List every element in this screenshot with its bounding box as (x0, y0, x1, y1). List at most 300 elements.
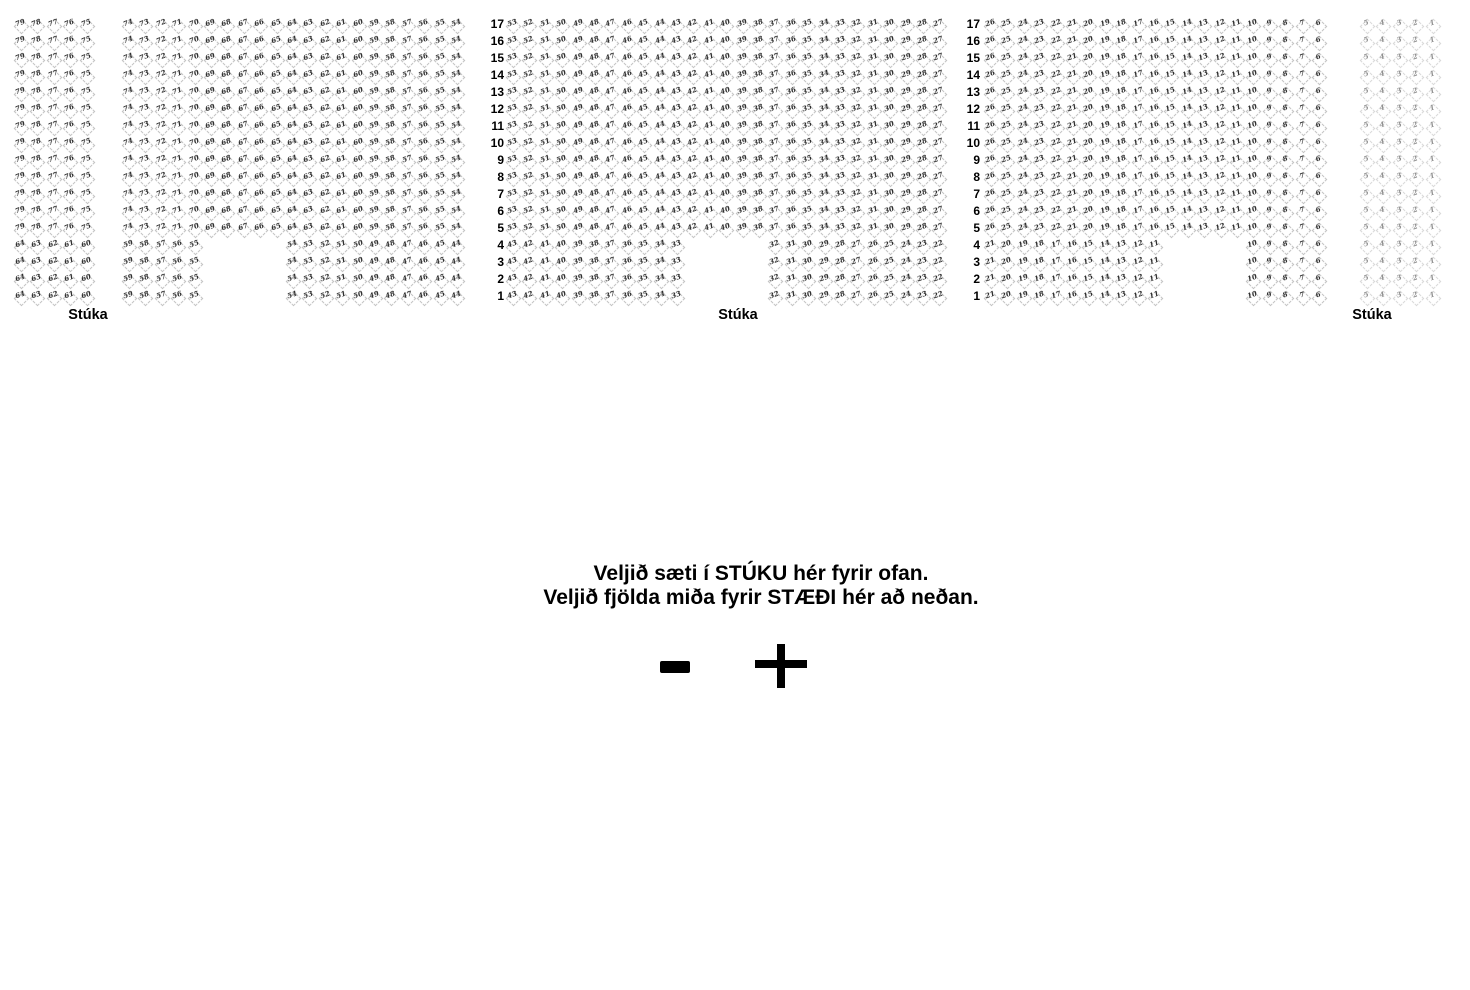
seat-stuka-middle-row14-seat41[interactable]: 41 (701, 67, 717, 84)
seat-stuka-left-row2-seat59[interactable]: 59 (120, 271, 136, 288)
seat-stuka-right-row2-seat19[interactable]: 19 (1015, 271, 1031, 288)
seat-stuka-right-row10-seat21[interactable]: 21 (1064, 135, 1080, 152)
seat-stuka-right-row7-seat6[interactable]: 6 (1310, 186, 1326, 203)
seat-stuka-right-row14-seat16[interactable]: 16 (1146, 67, 1162, 84)
seat-stuka-middle-row14-seat43[interactable]: 43 (668, 67, 684, 84)
seat-stuka-middle-row10-seat49[interactable]: 49 (570, 135, 586, 152)
seat-stuka-right-row2-seat9[interactable]: 9 (1261, 271, 1277, 288)
seat-stuka-left-row8-seat70[interactable]: 70 (186, 169, 202, 186)
seat-stuka-right-row9-seat20[interactable]: 20 (1080, 152, 1096, 169)
seat-stuka-far-left-row2-seat61[interactable]: 61 (61, 271, 77, 288)
seat-stuka-right-row5-seat17[interactable]: 17 (1130, 220, 1146, 237)
seat-stuka-middle-row3-seat30[interactable]: 30 (799, 254, 815, 271)
seat-stuka-right-row6-seat23[interactable]: 23 (1031, 203, 1047, 220)
seat-stuka-left-row13-seat67[interactable]: 67 (235, 84, 251, 101)
seat-stuka-middle-row12-seat32[interactable]: 32 (848, 101, 864, 118)
seat-stuka-far-left-row16-seat77[interactable]: 77 (45, 33, 61, 50)
seat-stuka-middle-row9-seat36[interactable]: 36 (783, 152, 799, 169)
seat-stuka-middle-row1-seat41[interactable]: 41 (537, 288, 553, 305)
seat-stuka-middle-row7-seat43[interactable]: 43 (668, 186, 684, 203)
seat-stuka-right-row14-seat14[interactable]: 14 (1179, 67, 1195, 84)
seat-stuka-middle-row3-seat41[interactable]: 41 (537, 254, 553, 271)
seat-stuka-right-row16-seat14[interactable]: 14 (1179, 33, 1195, 50)
seat-stuka-far-left-row9-seat79[interactable]: 79 (12, 152, 28, 169)
seat-stuka-right-row1-seat13[interactable]: 13 (1113, 288, 1129, 305)
seat-stuka-middle-row2-seat24[interactable]: 24 (898, 271, 914, 288)
seat-stuka-right-row2-seat6[interactable]: 6 (1310, 271, 1326, 288)
seat-stuka-middle-row17-seat40[interactable]: 40 (717, 16, 733, 33)
seat-stuka-middle-row5-seat28[interactable]: 28 (914, 220, 930, 237)
seat-stuka-left-row13-seat57[interactable]: 57 (399, 84, 415, 101)
seat-stuka-left-row16-seat73[interactable]: 73 (136, 33, 152, 50)
seat-stuka-middle-row11-seat34[interactable]: 34 (816, 118, 832, 135)
seat-stuka-left-row5-seat57[interactable]: 57 (399, 220, 415, 237)
seat-stuka-right-row5-seat24[interactable]: 24 (1015, 220, 1031, 237)
seat-stuka-middle-row14-seat50[interactable]: 50 (553, 67, 569, 84)
seat-stuka-right-row10-seat12[interactable]: 12 (1212, 135, 1228, 152)
seat-stuka-far-left-row7-seat76[interactable]: 76 (61, 186, 77, 203)
seat-stuka-left-row8-seat65[interactable]: 65 (268, 169, 284, 186)
seat-stuka-left-row8-seat64[interactable]: 64 (284, 169, 300, 186)
seat-stuka-left-row13-seat66[interactable]: 66 (251, 84, 267, 101)
seat-stuka-middle-row16-seat30[interactable]: 30 (881, 33, 897, 50)
seat-stuka-far-left-row16-seat78[interactable]: 78 (28, 33, 44, 50)
seat-stuka-right-row12-seat24[interactable]: 24 (1015, 101, 1031, 118)
seat-stuka-middle-row8-seat31[interactable]: 31 (865, 169, 881, 186)
seat-stuka-left-row10-seat54[interactable]: 54 (448, 135, 464, 152)
seat-stuka-far-left-row1-seat61[interactable]: 61 (61, 288, 77, 305)
seat-stuka-middle-row10-seat42[interactable]: 42 (684, 135, 700, 152)
seat-stuka-right-row17-seat10[interactable]: 10 (1244, 16, 1260, 33)
seat-stuka-right-row11-seat12[interactable]: 12 (1212, 118, 1228, 135)
seat-stuka-middle-row3-seat25[interactable]: 25 (881, 254, 897, 271)
seat-stuka-far-left-row10-seat78[interactable]: 78 (28, 135, 44, 152)
seat-stuka-far-left-row15-seat77[interactable]: 77 (45, 50, 61, 67)
seat-stuka-left-row12-seat70[interactable]: 70 (186, 101, 202, 118)
seat-stuka-middle-row5-seat31[interactable]: 31 (865, 220, 881, 237)
seat-stuka-middle-row9-seat32[interactable]: 32 (848, 152, 864, 169)
seat-stuka-right-row8-seat9[interactable]: 9 (1261, 169, 1277, 186)
seat-stuka-left-row8-seat59[interactable]: 59 (366, 169, 382, 186)
seat-stuka-middle-row15-seat35[interactable]: 35 (799, 50, 815, 67)
seat-stuka-middle-row3-seat43[interactable]: 43 (504, 254, 520, 271)
seat-stuka-left-row14-seat74[interactable]: 74 (120, 67, 136, 84)
seat-stuka-right-row15-seat12[interactable]: 12 (1212, 50, 1228, 67)
seat-stuka-left-row10-seat69[interactable]: 69 (202, 135, 218, 152)
seat-stuka-middle-row8-seat34[interactable]: 34 (816, 169, 832, 186)
seat-stuka-right-row11-seat21[interactable]: 21 (1064, 118, 1080, 135)
seat-stuka-left-row2-seat50[interactable]: 50 (350, 271, 366, 288)
seat-stuka-middle-row7-seat52[interactable]: 52 (520, 186, 536, 203)
increase-quantity-button[interactable] (749, 638, 813, 694)
seat-stuka-left-row8-seat71[interactable]: 71 (169, 169, 185, 186)
seat-stuka-left-row11-seat58[interactable]: 58 (382, 118, 398, 135)
seat-stuka-left-row16-seat55[interactable]: 55 (432, 33, 448, 50)
seat-stuka-middle-row3-seat31[interactable]: 31 (783, 254, 799, 271)
seat-stuka-left-row3-seat54[interactable]: 54 (284, 254, 300, 271)
seat-stuka-left-row4-seat46[interactable]: 46 (415, 237, 431, 254)
seat-stuka-middle-row1-seat23[interactable]: 23 (914, 288, 930, 305)
seat-stuka-middle-row10-seat38[interactable]: 38 (750, 135, 766, 152)
seat-stuka-left-row17-seat69[interactable]: 69 (202, 16, 218, 33)
seat-stuka-left-row16-seat71[interactable]: 71 (169, 33, 185, 50)
seat-stuka-left-row10-seat58[interactable]: 58 (382, 135, 398, 152)
seat-stuka-middle-row12-seat31[interactable]: 31 (865, 101, 881, 118)
seat-stuka-middle-row9-seat31[interactable]: 31 (865, 152, 881, 169)
seat-stuka-left-row11-seat67[interactable]: 67 (235, 118, 251, 135)
seat-stuka-middle-row2-seat36[interactable]: 36 (619, 271, 635, 288)
seat-stuka-middle-row13-seat41[interactable]: 41 (701, 84, 717, 101)
seat-stuka-right-row9-seat12[interactable]: 12 (1212, 152, 1228, 169)
seat-stuka-left-row9-seat62[interactable]: 62 (317, 152, 333, 169)
seat-stuka-far-left-row4-seat63[interactable]: 63 (28, 237, 44, 254)
seat-stuka-middle-row13-seat35[interactable]: 35 (799, 84, 815, 101)
seat-stuka-left-row7-seat59[interactable]: 59 (366, 186, 382, 203)
seat-stuka-middle-row8-seat44[interactable]: 44 (652, 169, 668, 186)
seat-stuka-right-row4-seat14[interactable]: 14 (1097, 237, 1113, 254)
seat-stuka-right-row11-seat25[interactable]: 25 (998, 118, 1014, 135)
seat-stuka-left-row6-seat58[interactable]: 58 (382, 203, 398, 220)
seat-stuka-right-row13-seat15[interactable]: 15 (1162, 84, 1178, 101)
seat-stuka-middle-row3-seat33[interactable]: 33 (668, 254, 684, 271)
seat-stuka-left-row8-seat69[interactable]: 69 (202, 169, 218, 186)
seat-stuka-left-row10-seat74[interactable]: 74 (120, 135, 136, 152)
seat-stuka-middle-row13-seat33[interactable]: 33 (832, 84, 848, 101)
seat-stuka-right-row1-seat20[interactable]: 20 (998, 288, 1014, 305)
seat-stuka-middle-row14-seat44[interactable]: 44 (652, 67, 668, 84)
seat-stuka-middle-row2-seat28[interactable]: 28 (832, 271, 848, 288)
seat-stuka-left-row15-seat72[interactable]: 72 (153, 50, 169, 67)
seat-stuka-middle-row10-seat27[interactable]: 27 (930, 135, 946, 152)
seat-stuka-far-left-row8-seat76[interactable]: 76 (61, 169, 77, 186)
seat-stuka-left-row16-seat70[interactable]: 70 (186, 33, 202, 50)
seat-stuka-right-row13-seat11[interactable]: 11 (1228, 84, 1244, 101)
seat-stuka-right-row15-seat7[interactable]: 7 (1294, 50, 1310, 67)
seat-stuka-left-row17-seat72[interactable]: 72 (153, 16, 169, 33)
seat-stuka-middle-row4-seat32[interactable]: 32 (766, 237, 782, 254)
seat-stuka-right-row2-seat12[interactable]: 12 (1130, 271, 1146, 288)
seat-stuka-left-row10-seat61[interactable]: 61 (333, 135, 349, 152)
seat-stuka-middle-row16-seat29[interactable]: 29 (898, 33, 914, 50)
seat-stuka-far-left-row11-seat75[interactable]: 75 (78, 118, 94, 135)
seat-stuka-left-row2-seat54[interactable]: 54 (284, 271, 300, 288)
seat-stuka-far-left-row10-seat76[interactable]: 76 (61, 135, 77, 152)
seat-stuka-right-row4-seat6[interactable]: 6 (1310, 237, 1326, 254)
seat-stuka-middle-row17-seat53[interactable]: 53 (504, 16, 520, 33)
seat-stuka-right-row4-seat13[interactable]: 13 (1113, 237, 1129, 254)
seat-stuka-middle-row9-seat29[interactable]: 29 (898, 152, 914, 169)
seat-stuka-right-row13-seat6[interactable]: 6 (1310, 84, 1326, 101)
seat-stuka-middle-row1-seat40[interactable]: 40 (553, 288, 569, 305)
seat-stuka-right-row4-seat16[interactable]: 16 (1064, 237, 1080, 254)
seat-stuka-middle-row4-seat34[interactable]: 34 (652, 237, 668, 254)
seat-stuka-right-row7-seat18[interactable]: 18 (1113, 186, 1129, 203)
seat-stuka-left-row11-seat68[interactable]: 68 (218, 118, 234, 135)
seat-stuka-middle-row15-seat44[interactable]: 44 (652, 50, 668, 67)
seat-stuka-middle-row5-seat53[interactable]: 53 (504, 220, 520, 237)
seat-stuka-far-left-row17-seat78[interactable]: 78 (28, 16, 44, 33)
seat-stuka-left-row5-seat69[interactable]: 69 (202, 220, 218, 237)
seat-stuka-left-row1-seat59[interactable]: 59 (120, 288, 136, 305)
seat-stuka-left-row12-seat63[interactable]: 63 (300, 101, 316, 118)
seat-stuka-right-row16-seat8[interactable]: 8 (1277, 33, 1293, 50)
seat-stuka-middle-row13-seat38[interactable]: 38 (750, 84, 766, 101)
seat-stuka-right-row17-seat21[interactable]: 21 (1064, 16, 1080, 33)
seat-stuka-middle-row7-seat39[interactable]: 39 (734, 186, 750, 203)
seat-stuka-middle-row3-seat40[interactable]: 40 (553, 254, 569, 271)
seat-stuka-left-row7-seat65[interactable]: 65 (268, 186, 284, 203)
seat-stuka-middle-row11-seat33[interactable]: 33 (832, 118, 848, 135)
seat-stuka-middle-row17-seat48[interactable]: 48 (586, 16, 602, 33)
seat-stuka-middle-row15-seat39[interactable]: 39 (734, 50, 750, 67)
seat-stuka-left-row7-seat73[interactable]: 73 (136, 186, 152, 203)
seat-stuka-right-row16-seat10[interactable]: 10 (1244, 33, 1260, 50)
seat-stuka-left-row15-seat64[interactable]: 64 (284, 50, 300, 67)
seat-stuka-left-row7-seat62[interactable]: 62 (317, 186, 333, 203)
seat-stuka-middle-row4-seat30[interactable]: 30 (799, 237, 815, 254)
seat-stuka-right-row3-seat20[interactable]: 20 (998, 254, 1014, 271)
seat-stuka-middle-row10-seat44[interactable]: 44 (652, 135, 668, 152)
seat-stuka-right-row6-seat21[interactable]: 21 (1064, 203, 1080, 220)
seat-stuka-left-row4-seat48[interactable]: 48 (382, 237, 398, 254)
seat-stuka-right-row9-seat7[interactable]: 7 (1294, 152, 1310, 169)
seat-stuka-right-row5-seat25[interactable]: 25 (998, 220, 1014, 237)
seat-stuka-middle-row4-seat22[interactable]: 22 (930, 237, 946, 254)
seat-stuka-middle-row13-seat52[interactable]: 52 (520, 84, 536, 101)
seat-stuka-right-row6-seat12[interactable]: 12 (1212, 203, 1228, 220)
seat-stuka-middle-row14-seat42[interactable]: 42 (684, 67, 700, 84)
seat-stuka-middle-row2-seat42[interactable]: 42 (520, 271, 536, 288)
seat-stuka-right-row9-seat10[interactable]: 10 (1244, 152, 1260, 169)
seat-stuka-left-row12-seat74[interactable]: 74 (120, 101, 136, 118)
seat-stuka-middle-row5-seat44[interactable]: 44 (652, 220, 668, 237)
seat-stuka-middle-row7-seat28[interactable]: 28 (914, 186, 930, 203)
seat-stuka-left-row10-seat67[interactable]: 67 (235, 135, 251, 152)
seat-stuka-middle-row16-seat48[interactable]: 48 (586, 33, 602, 50)
seat-stuka-right-row14-seat8[interactable]: 8 (1277, 67, 1293, 84)
seat-stuka-left-row1-seat46[interactable]: 46 (415, 288, 431, 305)
seat-stuka-right-row14-seat6[interactable]: 6 (1310, 67, 1326, 84)
seat-stuka-right-row15-seat16[interactable]: 16 (1146, 50, 1162, 67)
seat-stuka-left-row14-seat59[interactable]: 59 (366, 67, 382, 84)
seat-stuka-left-row12-seat55[interactable]: 55 (432, 101, 448, 118)
seat-stuka-middle-row6-seat34[interactable]: 34 (816, 203, 832, 220)
seat-stuka-right-row16-seat13[interactable]: 13 (1195, 33, 1211, 50)
seat-stuka-middle-row8-seat50[interactable]: 50 (553, 169, 569, 186)
seat-stuka-middle-row1-seat28[interactable]: 28 (832, 288, 848, 305)
seat-stuka-middle-row10-seat30[interactable]: 30 (881, 135, 897, 152)
seat-stuka-middle-row9-seat41[interactable]: 41 (701, 152, 717, 169)
seat-stuka-middle-row9-seat37[interactable]: 37 (766, 152, 782, 169)
seat-stuka-middle-row15-seat43[interactable]: 43 (668, 50, 684, 67)
seat-stuka-right-row6-seat25[interactable]: 25 (998, 203, 1014, 220)
seat-stuka-middle-row16-seat28[interactable]: 28 (914, 33, 930, 50)
seat-stuka-right-row3-seat21[interactable]: 21 (982, 254, 998, 271)
seat-stuka-right-row14-seat12[interactable]: 12 (1212, 67, 1228, 84)
seat-stuka-middle-row3-seat23[interactable]: 23 (914, 254, 930, 271)
seat-stuka-middle-row7-seat50[interactable]: 50 (553, 186, 569, 203)
seat-stuka-left-row6-seat70[interactable]: 70 (186, 203, 202, 220)
seat-stuka-right-row14-seat24[interactable]: 24 (1015, 67, 1031, 84)
seat-stuka-far-left-row15-seat79[interactable]: 79 (12, 50, 28, 67)
seat-stuka-middle-row3-seat26[interactable]: 26 (865, 254, 881, 271)
seat-stuka-left-row13-seat71[interactable]: 71 (169, 84, 185, 101)
seat-stuka-middle-row5-seat32[interactable]: 32 (848, 220, 864, 237)
seat-stuka-right-row7-seat14[interactable]: 14 (1179, 186, 1195, 203)
seat-stuka-left-row4-seat55[interactable]: 55 (186, 237, 202, 254)
seat-stuka-right-row16-seat12[interactable]: 12 (1212, 33, 1228, 50)
seat-stuka-middle-row2-seat27[interactable]: 27 (848, 271, 864, 288)
seat-stuka-right-row11-seat10[interactable]: 10 (1244, 118, 1260, 135)
seat-stuka-left-row17-seat60[interactable]: 60 (350, 16, 366, 33)
seat-stuka-right-row4-seat20[interactable]: 20 (998, 237, 1014, 254)
seat-stuka-right-row8-seat17[interactable]: 17 (1130, 169, 1146, 186)
seat-stuka-middle-row8-seat38[interactable]: 38 (750, 169, 766, 186)
seat-stuka-left-row7-seat72[interactable]: 72 (153, 186, 169, 203)
seat-stuka-left-row16-seat63[interactable]: 63 (300, 33, 316, 50)
seat-stuka-far-left-row17-seat77[interactable]: 77 (45, 16, 61, 33)
seat-stuka-left-row5-seat63[interactable]: 63 (300, 220, 316, 237)
seat-stuka-left-row17-seat59[interactable]: 59 (366, 16, 382, 33)
seat-stuka-right-row9-seat22[interactable]: 22 (1048, 152, 1064, 169)
seat-stuka-left-row10-seat55[interactable]: 55 (432, 135, 448, 152)
seat-stuka-right-row9-seat15[interactable]: 15 (1162, 152, 1178, 169)
seat-stuka-left-row15-seat57[interactable]: 57 (399, 50, 415, 67)
seat-stuka-right-row15-seat23[interactable]: 23 (1031, 50, 1047, 67)
seat-stuka-right-row11-seat23[interactable]: 23 (1031, 118, 1047, 135)
seat-stuka-left-row13-seat63[interactable]: 63 (300, 84, 316, 101)
seat-stuka-middle-row11-seat35[interactable]: 35 (799, 118, 815, 135)
seat-stuka-right-row11-seat16[interactable]: 16 (1146, 118, 1162, 135)
seat-stuka-middle-row3-seat29[interactable]: 29 (816, 254, 832, 271)
seat-stuka-far-left-row3-seat62[interactable]: 62 (45, 254, 61, 271)
seat-stuka-far-left-row8-seat75[interactable]: 75 (78, 169, 94, 186)
seat-stuka-far-left-row11-seat76[interactable]: 76 (61, 118, 77, 135)
seat-stuka-left-row7-seat63[interactable]: 63 (300, 186, 316, 203)
seat-stuka-middle-row17-seat37[interactable]: 37 (766, 16, 782, 33)
seat-stuka-left-row12-seat71[interactable]: 71 (169, 101, 185, 118)
seat-stuka-right-row8-seat22[interactable]: 22 (1048, 169, 1064, 186)
seat-stuka-left-row11-seat62[interactable]: 62 (317, 118, 333, 135)
seat-stuka-right-row13-seat20[interactable]: 20 (1080, 84, 1096, 101)
seat-stuka-right-row10-seat16[interactable]: 16 (1146, 135, 1162, 152)
seat-stuka-left-row8-seat62[interactable]: 62 (317, 169, 333, 186)
seat-stuka-middle-row1-seat38[interactable]: 38 (586, 288, 602, 305)
seat-stuka-left-row10-seat60[interactable]: 60 (350, 135, 366, 152)
seat-stuka-left-row1-seat53[interactable]: 53 (300, 288, 316, 305)
seat-stuka-right-row14-seat26[interactable]: 26 (982, 67, 998, 84)
seat-stuka-left-row11-seat73[interactable]: 73 (136, 118, 152, 135)
seat-stuka-middle-row10-seat47[interactable]: 47 (602, 135, 618, 152)
seat-stuka-left-row17-seat64[interactable]: 64 (284, 16, 300, 33)
seat-stuka-right-row17-seat17[interactable]: 17 (1130, 16, 1146, 33)
seat-stuka-left-row13-seat70[interactable]: 70 (186, 84, 202, 101)
seat-stuka-right-row5-seat18[interactable]: 18 (1113, 220, 1129, 237)
seat-stuka-middle-row17-seat51[interactable]: 51 (537, 16, 553, 33)
seat-stuka-middle-row3-seat32[interactable]: 32 (766, 254, 782, 271)
seat-stuka-far-left-row6-seat76[interactable]: 76 (61, 203, 77, 220)
seat-stuka-left-row14-seat57[interactable]: 57 (399, 67, 415, 84)
seat-stuka-middle-row7-seat36[interactable]: 36 (783, 186, 799, 203)
seat-stuka-left-row10-seat64[interactable]: 64 (284, 135, 300, 152)
seat-stuka-right-row10-seat7[interactable]: 7 (1294, 135, 1310, 152)
seat-stuka-right-row3-seat14[interactable]: 14 (1097, 254, 1113, 271)
seat-stuka-middle-row11-seat45[interactable]: 45 (635, 118, 651, 135)
seat-stuka-middle-row11-seat37[interactable]: 37 (766, 118, 782, 135)
seat-stuka-left-row5-seat65[interactable]: 65 (268, 220, 284, 237)
seat-stuka-right-row12-seat12[interactable]: 12 (1212, 101, 1228, 118)
seat-stuka-left-row13-seat58[interactable]: 58 (382, 84, 398, 101)
seat-stuka-middle-row1-seat25[interactable]: 25 (881, 288, 897, 305)
seat-stuka-middle-row1-seat29[interactable]: 29 (816, 288, 832, 305)
seat-stuka-right-row15-seat9[interactable]: 9 (1261, 50, 1277, 67)
seat-stuka-middle-row15-seat52[interactable]: 52 (520, 50, 536, 67)
seat-stuka-right-row1-seat11[interactable]: 11 (1146, 288, 1162, 305)
seat-stuka-right-row12-seat23[interactable]: 23 (1031, 101, 1047, 118)
seat-stuka-middle-row4-seat26[interactable]: 26 (865, 237, 881, 254)
seat-stuka-middle-row13-seat34[interactable]: 34 (816, 84, 832, 101)
seat-stuka-right-row7-seat25[interactable]: 25 (998, 186, 1014, 203)
seat-stuka-right-row11-seat7[interactable]: 7 (1294, 118, 1310, 135)
seat-stuka-left-row17-seat55[interactable]: 55 (432, 16, 448, 33)
seat-stuka-left-row12-seat58[interactable]: 58 (382, 101, 398, 118)
seat-stuka-right-row17-seat16[interactable]: 16 (1146, 16, 1162, 33)
seat-stuka-middle-row15-seat28[interactable]: 28 (914, 50, 930, 67)
seat-stuka-left-row14-seat69[interactable]: 69 (202, 67, 218, 84)
seat-stuka-middle-row17-seat47[interactable]: 47 (602, 16, 618, 33)
seat-stuka-middle-row6-seat44[interactable]: 44 (652, 203, 668, 220)
seat-stuka-right-row8-seat24[interactable]: 24 (1015, 169, 1031, 186)
seat-stuka-left-row1-seat56[interactable]: 56 (169, 288, 185, 305)
seat-stuka-far-left-row12-seat77[interactable]: 77 (45, 101, 61, 118)
seat-stuka-middle-row7-seat49[interactable]: 49 (570, 186, 586, 203)
seat-stuka-right-row3-seat13[interactable]: 13 (1113, 254, 1129, 271)
seat-stuka-right-row10-seat23[interactable]: 23 (1031, 135, 1047, 152)
seat-stuka-left-row5-seat68[interactable]: 68 (218, 220, 234, 237)
seat-stuka-left-row12-seat72[interactable]: 72 (153, 101, 169, 118)
seat-stuka-middle-row10-seat36[interactable]: 36 (783, 135, 799, 152)
seat-stuka-far-left-row1-seat60[interactable]: 60 (78, 288, 94, 305)
seat-stuka-left-row8-seat72[interactable]: 72 (153, 169, 169, 186)
seat-stuka-right-row9-seat26[interactable]: 26 (982, 152, 998, 169)
seat-stuka-right-row1-seat14[interactable]: 14 (1097, 288, 1113, 305)
seat-stuka-middle-row2-seat41[interactable]: 41 (537, 271, 553, 288)
seat-stuka-middle-row7-seat35[interactable]: 35 (799, 186, 815, 203)
seat-stuka-right-row14-seat7[interactable]: 7 (1294, 67, 1310, 84)
seat-stuka-left-row3-seat57[interactable]: 57 (153, 254, 169, 271)
seat-stuka-middle-row16-seat36[interactable]: 36 (783, 33, 799, 50)
seat-stuka-left-row11-seat60[interactable]: 60 (350, 118, 366, 135)
seat-stuka-left-row2-seat44[interactable]: 44 (448, 271, 464, 288)
seat-stuka-left-row14-seat68[interactable]: 68 (218, 67, 234, 84)
seat-stuka-right-row3-seat11[interactable]: 11 (1146, 254, 1162, 271)
seat-stuka-far-left-row9-seat76[interactable]: 76 (61, 152, 77, 169)
seat-stuka-right-row17-seat8[interactable]: 8 (1277, 16, 1293, 33)
seat-stuka-right-row10-seat10[interactable]: 10 (1244, 135, 1260, 152)
seat-stuka-right-row5-seat23[interactable]: 23 (1031, 220, 1047, 237)
seat-stuka-left-row5-seat55[interactable]: 55 (432, 220, 448, 237)
seat-stuka-middle-row17-seat30[interactable]: 30 (881, 16, 897, 33)
seat-stuka-right-row4-seat15[interactable]: 15 (1080, 237, 1096, 254)
seat-stuka-middle-row10-seat35[interactable]: 35 (799, 135, 815, 152)
seat-stuka-middle-row10-seat52[interactable]: 52 (520, 135, 536, 152)
seat-stuka-middle-row6-seat38[interactable]: 38 (750, 203, 766, 220)
seat-stuka-middle-row12-seat33[interactable]: 33 (832, 101, 848, 118)
seat-stuka-right-row9-seat17[interactable]: 17 (1130, 152, 1146, 169)
seat-stuka-left-row12-seat66[interactable]: 66 (251, 101, 267, 118)
seat-stuka-right-row9-seat23[interactable]: 23 (1031, 152, 1047, 169)
seat-stuka-right-row5-seat9[interactable]: 9 (1261, 220, 1277, 237)
